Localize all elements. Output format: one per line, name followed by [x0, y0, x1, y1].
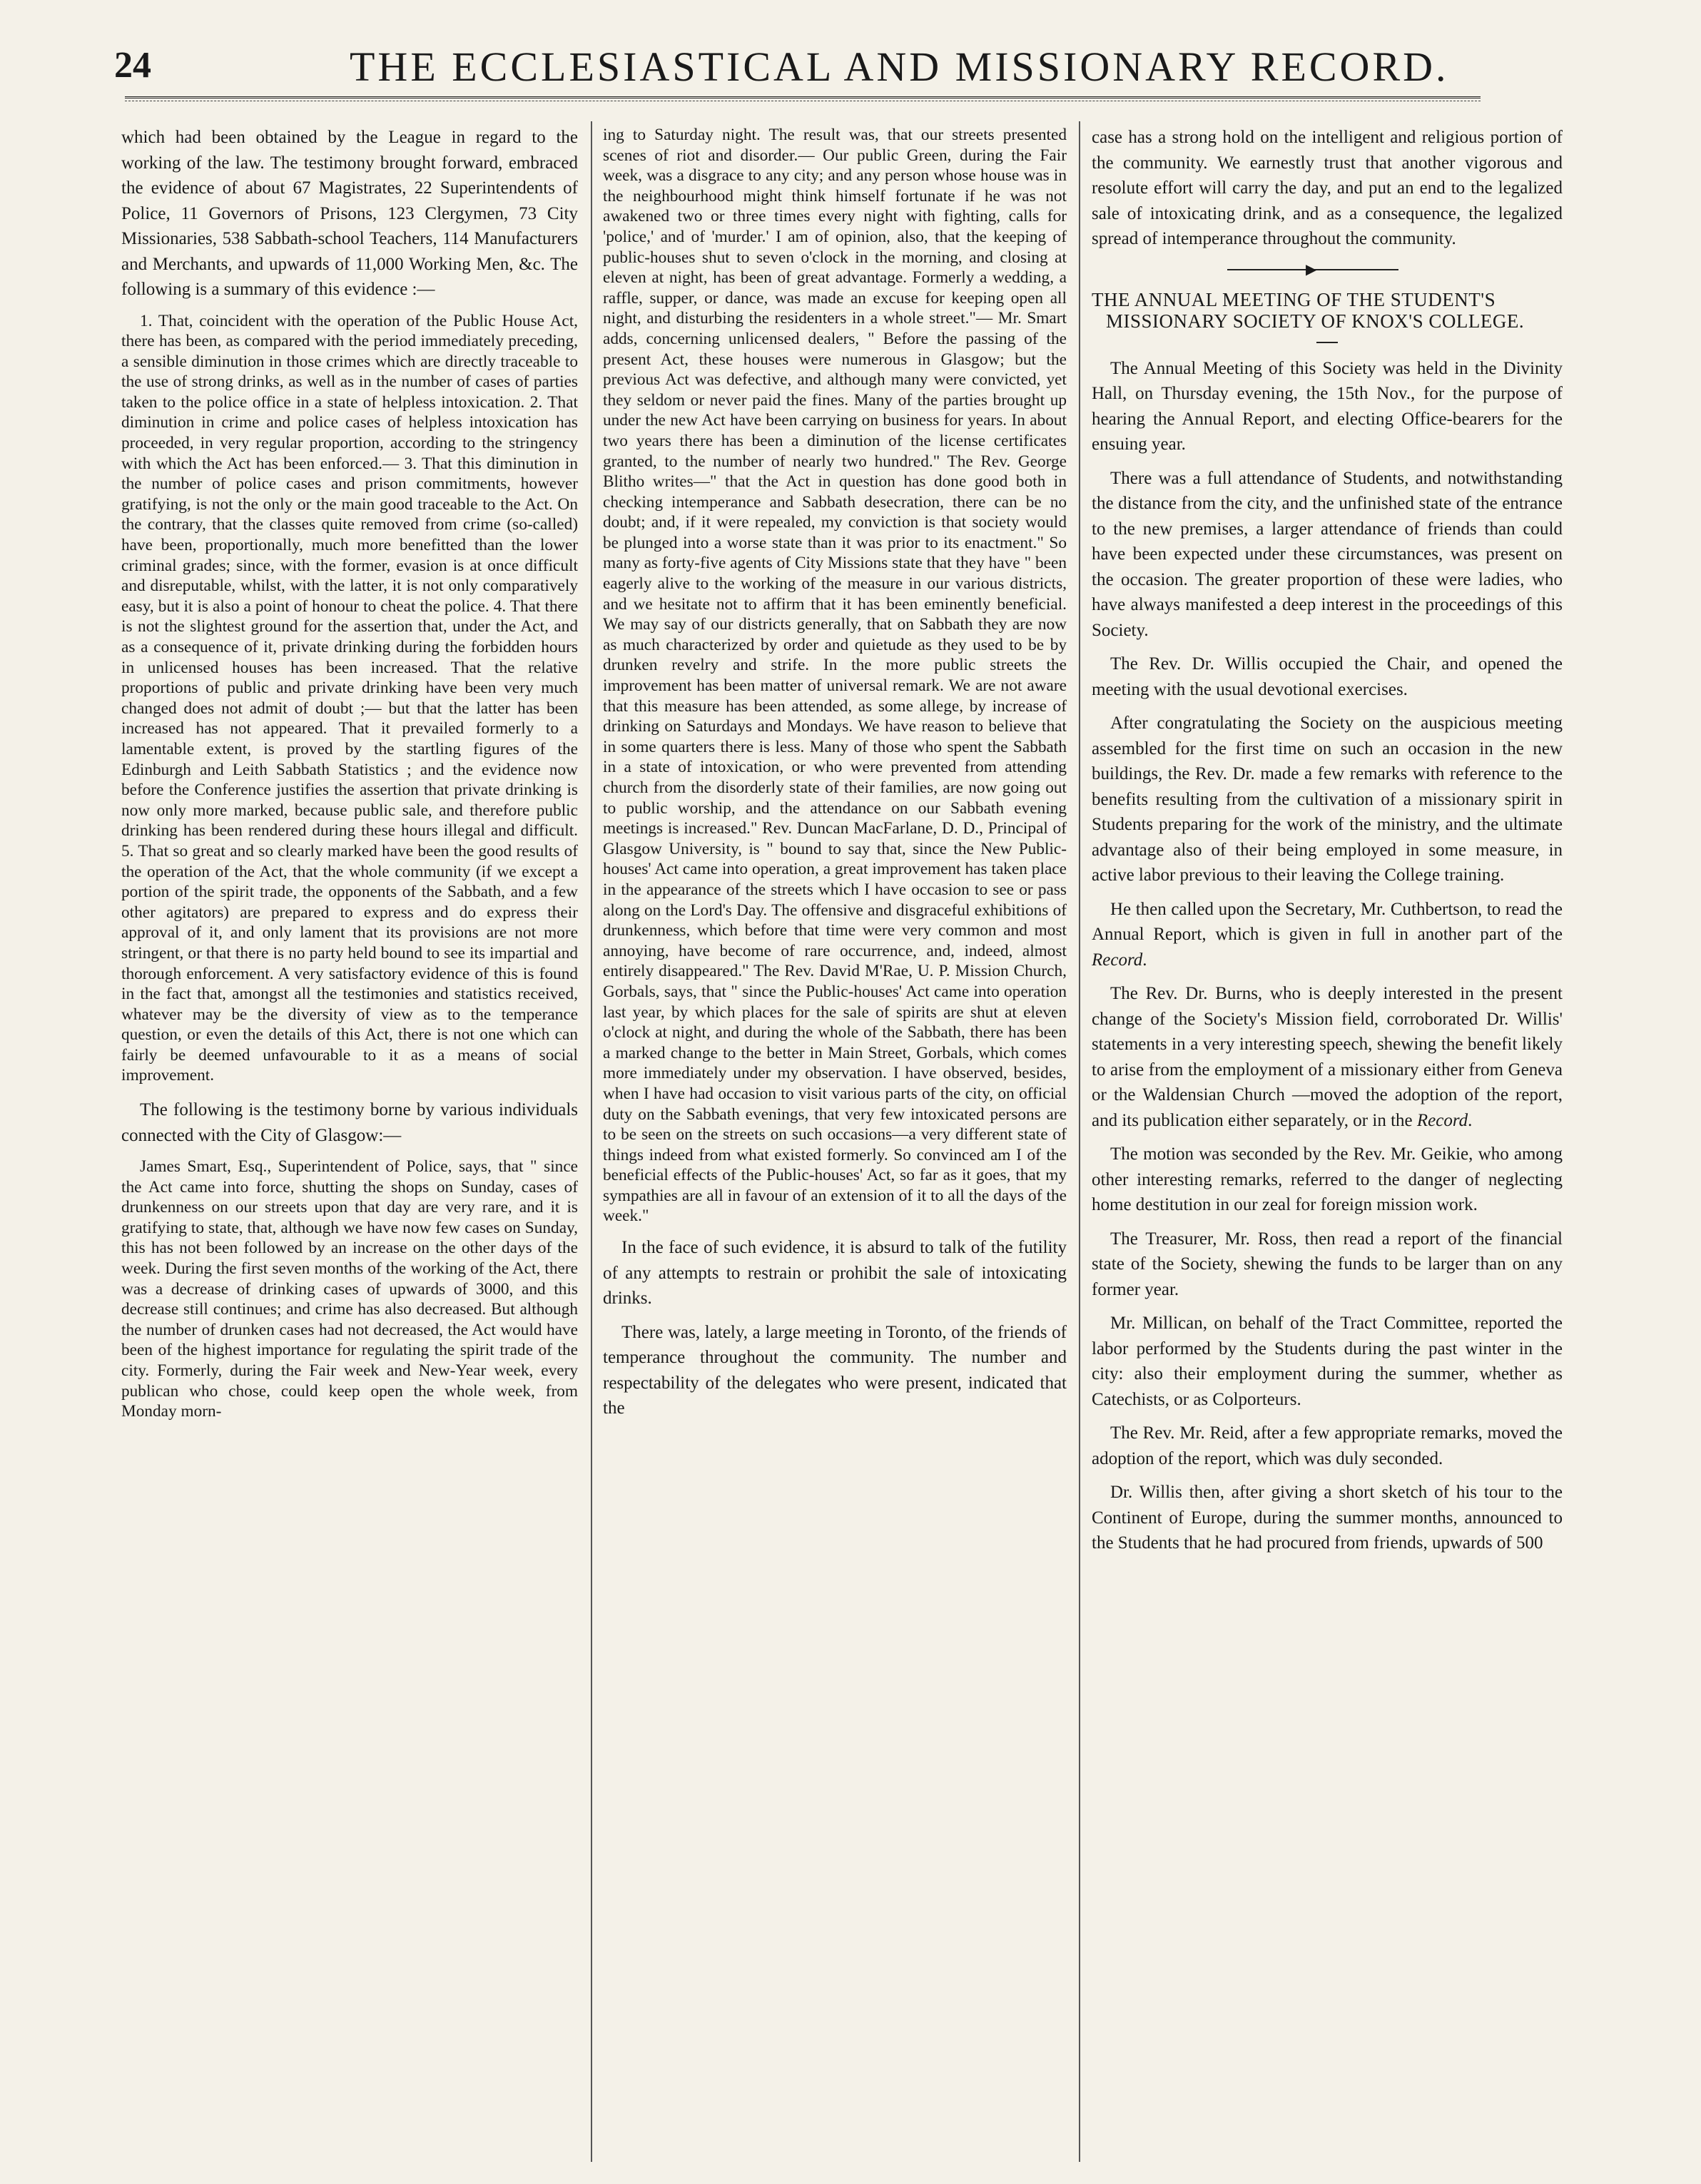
paragraph: which had been obtained by the League in regard to the working of the law. The testimony brought forward, embraced the evidence of about 67 Magistrates, 22 Superintendents of Police, 11 Governors of Prisons, 123 Clergymen, 73 City Missionaries, 538 Sabbath-school Teachers, 114 Manufacturers and Merchants, and upwards of 11,000 Working Men, &c. The following is a summary of this evidence :— [121, 128, 578, 299]
paragraph: The Treasurer, Mr. Ross, then read a report of the financial state of the Society, shewing the funds to be larger than on any former year. [1092, 1229, 1563, 1299]
testimony-smart: James Smart, Esq., Superintendent of Police, says, that " since the Act came into force, shutting the shops on Sunday, cases of drunkenness on our streets upon that day are very rare, and it is gratifying to state, that, although we have now few cases on Sunday, this has not been followed by an increase on the other days of the week. During the first seven months of the working of the Act, there was a decrease of drinking cases of upwards of 3000, and this decrease still continues; and crime has also decreased. But although the number of drunken cases had not decreased, the Act would have been of the highest importance for regulating the spirit trade of the city. Formerly, during the Fair week and New-Year week, every publican who chose, could keep open the whole week, from Monday morn- [121, 1157, 578, 1421]
paragraph: The Rev. Mr. Reid, after a few appropriate remarks, moved the adoption of the report, which was duly seconded. [1092, 1423, 1563, 1468]
section-ornament [1092, 260, 1563, 279]
column-divider [591, 121, 592, 2162]
evidence-summary: 1. That, coincident with the operation of the Public House Act, there has been, as compared with the period immediately preceding, a sensible diminution in those crimes which are directly traceable to the use of strong drinks, as well as in the number of cases of parties taken to the police office in a state of helpless intoxication. 2. That diminution in crime and police cases of helpless intoxication has proceeded, in very regular proportion, according to the stringency with which the Act has been enforced.— 3. That this diminution in the number of police cases and prison commitments, however gratifying, is not the only or the main good traceable to the Act. On the contrary, that the classes quite removed from crime (so-called) have been, proportionally, much more benefitted than the lower criminal grades; since, with the former, evasion is at once difficult and disreputable, whilst, with the latter, it is not only comparatively easy, but it is also a point of honour to cheat the police. 4. That there is not the slightest ground for the assertion that, under the Act, and as a consequence of it, private drinking during the forbidden hours in unlicensed houses has been increased. That the relative proportions of public and private drinking have been very much changed does not admit of doubt ;— but that the latter has been increased has not appeared. That it prevailed formerly to a lamentable extent, is proved by the startling figures of the Edinburgh and Leith Sabbath Statistics ; and the evidence now before the Conference justifies the assertion that private drinking is now only more marked, because public sale, and therefore public drinking has been rendered during these hours illegal and difficult. 5. That so great and so clearly marked have been the good results of the operation of the Act, that the whole community (if we except a portion of the spirit trade, the opponents of the Sabbath, and a few other agitators) are prepared to express and do express their approval of it, and only lament that its provisions are not more stringent, or that there is no party held bound to see its impartial and thorough enforcement. A very satisfactory evidence of this is found in the fact that, amongst all the testimonies and statistics received, whatever may be the diversity of view as to the temperance question, or even the details of this Act, there is not one which can fairly be deemed unfavourable to it as a means of social improvement. [121, 311, 578, 1085]
paragraph: The following is the testimony borne by various individuals connected with the City of Glasgow:— [121, 1100, 578, 1145]
text-run: . [1468, 1110, 1473, 1130]
publication-name: Record [1416, 1110, 1468, 1130]
testimony-continued: ing to Saturday night. The result was, that our streets presented scenes of riot and disorder.— Our public Green, during the Fair week, was a disgrace to any city; and any person whose house was in the neighbourhood might think himself fortunate if he was not awakened two or three times every night with fighting, calls for 'police,' and of 'murder.' I am of opinion, also, that the keeping of public-houses shut to seven o'clock in the morning, and closing at eleven at night, has been of great advantage. Formerly a wedding, a raffle, supper, or dance, was made an excuse for keeping open all night, and disturbing the residenters in a whole street."— Mr. Smart adds, concerning unlicensed dealers, " Before the passing of the present Act, these houses were numerous in Glasgow; but the previous Act was defective, and although many were convicted, yet they seldom or never paid the fines. Many of the parties brought up under the new Act have been carrying on business for years. In about two years there has been a diminution of the license certificates granted, to the number of nearly two hundred." The Rev. George Blitho writes—" that the Act in question has done good both in checking intemperance and Sabbath desecration, there can be no doubt; and, if it were repealed, my conviction is that society would be plunged into a worse state than it was prior to its enactment." So many as forty-five agents of City Missions state that they have " been eagerly alive to the working of the measure in our various districts, and we hesitate not to affirm that it has been eminently beneficial. We may say of our districts generally, that on Sabbath they are now as much characterized by order and quietude as they used to be by drunken revelry and strife. In the more public streets the improvement has been matter of universal remark. We are not aware that this measure has been attended, as some allege, by increase of drinking on Saturdays and Mondays. We have reason to believe that in some quarters there is less. Many of those who spent the Sabbath in a state of intoxication, or who were prevented from attending church from the disorderly state of their families, are now going out to public worship, and the attendance on our Sabbath evening meetings is increased." Rev. Duncan MacFarlane, D. D., Principal of Glasgow University, is " bound to say that, since the New Public-houses' Act came into operation, a great improvement has taken place in the appearance of the streets which I have occasion to see or pass along on the Lord's Day. The offensive and disgraceful exhibitions of drunkenness, which before that time were very common and most annoying, have become of rare occurrence, and, indeed, almost entirely disappeared." The Rev. David M'Rae, U. P. Mission Church, Gorbals, says, that " since the Public-houses' Act came into operation last year, by which places for the sale of spirits are shut at eleven o'clock at night, and during the whole of the Sabbath, there has been a marked change to the better in Main Street, Gorbals, which comes more immediately under my observation. I have observed, besides, when I have had occasion to visit various parts of the city, on official duty on the Sabbath evenings, that very few intoxicated persons are to be seen on the streets on such occasions—a very different state of things indeed from what existed formerly. So convinced am I of the beneficial effects of the Public-houses' Act, so far as it goes, that my sympathies are all in favour of an extension of it to all the days of the week." [603, 126, 1067, 1226]
ornament-arrow: ▶ [1306, 261, 1317, 278]
paragraph: The Rev. Dr. Willis occupied the Chair, and opened the meeting with the usual devotional exercises. [1092, 654, 1563, 699]
page-number: 24 [114, 45, 151, 86]
column-divider [1079, 121, 1080, 2162]
paragraph: The Annual Meeting of this Society was held in the Divinity Hall, on Thursday evening, the 15th Nov., for the purpose of hearing the Annual Report, and electing Office-bearers for the ensuing year. [1092, 358, 1563, 454]
heading-dash [1316, 342, 1338, 343]
paragraph: The motion was seconded by the Rev. Mr. Geikie, who among other interesting remarks, referred to the danger of neglecting home destitution in our zeal for foreign mission work. [1092, 1144, 1563, 1214]
text-run: He then called upon the Secretary, Mr. Cuthbertson, to read the Annual Report, which is given in full in another part of the [1092, 899, 1563, 944]
header-rule [125, 96, 1481, 98]
paragraph: After congratulating the Society on the auspicious meeting assembled for the first time on such an occasion in the new buildings, the Rev. Dr. made a few remarks with reference to the benefits resulting from the cultivation of a missionary spirit in Students preparing for the work of the ministry, and the ultimate advantage also of their being employed in some measure, in active labor previous to their leaving the College training. [1092, 713, 1563, 885]
paragraph [1092, 897, 1563, 973]
column-1 [121, 125, 578, 2158]
paragraph: Mr. Millican, on behalf of the Tract Committee, reported the labor performed by the Students during the past winter in the city: also their employment during the summer, whether as Catechists, or as Colporteurs. [1092, 1314, 1563, 1409]
paragraph: There was, lately, a large meeting in Toronto, of the friends of temperance throughout the community. The number and respectability of the delegates who were present, indicated that the [603, 1322, 1067, 1418]
paragraph: Dr. Willis then, after giving a short sketch of his tour to the Continent of Europe, during the summer months, announced to the Students that he had procured from friends, upwards of 500 [1092, 1483, 1563, 1553]
publication-name: Record [1092, 950, 1143, 970]
column-3 [1092, 125, 1563, 2158]
text-run: The Rev. Dr. Burns, who is deeply interested in the present change of the Society's Mission field, corroborated Dr. Willis' statements in a very interesting speech, shewing the benefit likely to arise from the employment of a missionary either from Geneva or the Waldensian Church —moved the adoption of the report, and its publication either separately, or in the [1092, 984, 1563, 1130]
column-2 [603, 125, 1067, 2158]
text-run: . [1142, 950, 1147, 970]
paragraph: case has a strong hold on the intelligent and religious portion of the community. We earnestly trust that another vigorous and resolute effort will carry the day, and put an end to the legalized sale of intoxicating drink, and as a consequence, the legalized spread of intemperance throughout the community. [1092, 128, 1563, 248]
running-title: THE ECCLESIASTICAL AND MISSIONARY RECORD. [350, 44, 1449, 90]
article-heading: THE ANNUAL MEETING OF THE STUDENT'S MISSIONARY SOCIETY OF KNOX'S COLLEGE. [1092, 288, 1525, 332]
paragraph: In the face of such evidence, it is absurd to talk of the futility of any attempts to restrain or prohibit the sale of intoxicating drinks. [603, 1238, 1067, 1309]
paragraph [1092, 981, 1563, 1133]
page-header [114, 44, 1598, 101]
paragraph: There was a full attendance of Students, and notwithstanding the distance from the city, and the unfinished state of the entrance to the new premises, a larger attendance of friends than could have been expected under these circumstances, was present on the occasion. The greater proportion of these were ladies, who have always manifested a deep interest in the proceedings of this Society. [1092, 468, 1563, 640]
